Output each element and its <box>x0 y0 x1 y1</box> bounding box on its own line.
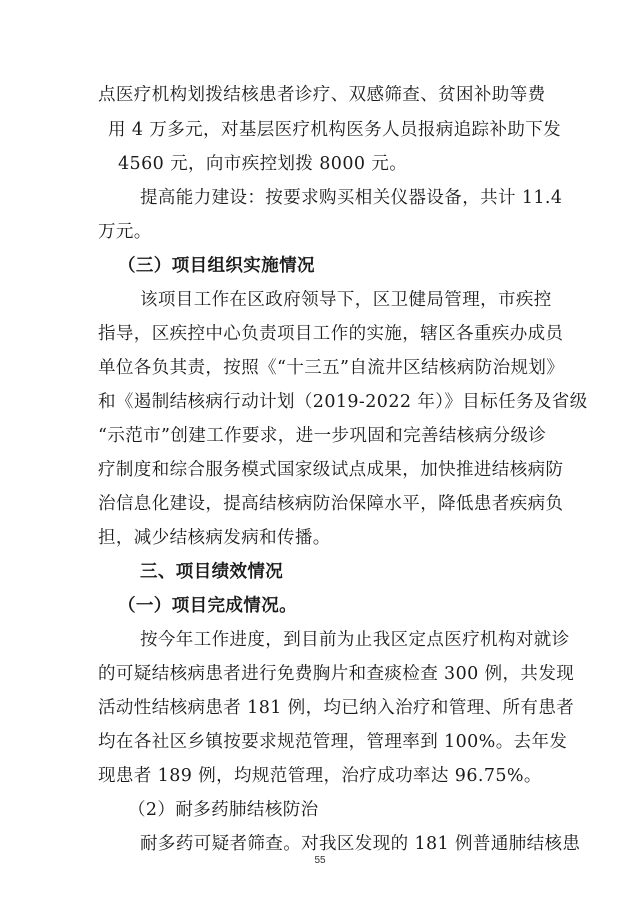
paragraph-line: 用 4 万多元，对基层医疗机构医务人员报病追踪补助下发 <box>108 120 562 140</box>
paragraph-line: 的可疑结核病患者进行免费胸片和查痰检查 300 例，共发现 <box>98 664 575 684</box>
paragraph-line: 该项目工作在区政府领导下，区卫健局管理，市疾控 <box>140 290 552 310</box>
paragraph-line: 活动性结核病患者 181 例，均已纳入治疗和管理、所有患者 <box>98 698 575 718</box>
paragraph-line: 按今年工作进度，到目前为止我区定点医疗机构对就诊 <box>140 630 570 650</box>
paragraph-line: 指导，区疾控中心负责项目工作的实施，辖区各重疾办成员 <box>98 324 564 344</box>
paragraph-line: 万元。 <box>98 222 152 242</box>
paragraph-line: 疗制度和综合服务模式国家级试点成果，加快推进结核病防 <box>98 460 564 480</box>
paragraph-line: 治信息化建设，提高结核病防治保障水平，降低患者疾病负 <box>98 494 564 514</box>
paragraph-line: 4560 元，向市疾控划拨 8000 元。 <box>118 154 408 174</box>
paragraph-line: 担，减少结核病发病和传播。 <box>98 528 331 548</box>
paragraph-line: “示范市”创建工作要求，进一步巩固和完善结核病分级诊 <box>98 426 547 446</box>
section-heading: 三、项目绩效情况 <box>140 562 284 582</box>
paragraph-line: 提高能力建设：按要求购买相关仪器设备，共计 11.4 <box>140 188 563 208</box>
paragraph-line: 现患者 189 例，均规范管理，治疗成功率达 96.75%。 <box>98 766 542 786</box>
paragraph-line: 单位各负其责，按照《“十三五”自流井区结核病防治规划》 <box>98 358 565 378</box>
paragraph-line: 点医疗机构划拨结核患者诊疗、双感筛查、贫困补助等费 <box>98 85 546 105</box>
paragraph-line: 耐多药可疑者筛查。对我区发现的 181 例普通肺结核患 <box>140 834 581 854</box>
paragraph-line: 和《遏制结核病行动计划（2019-2022 年）》目标任务及省级 <box>98 392 588 412</box>
section-heading: （三）项目组织实施情况 <box>118 256 315 276</box>
paragraph-line: 均在各社区乡镇按要求规范管理，管理率到 100%。去年发 <box>98 732 568 752</box>
subsection-heading: （2）耐多药肺结核防治 <box>128 800 319 820</box>
page-number: 55 <box>314 855 326 866</box>
subsection-heading: （一）项目完成情况。 <box>118 596 297 616</box>
